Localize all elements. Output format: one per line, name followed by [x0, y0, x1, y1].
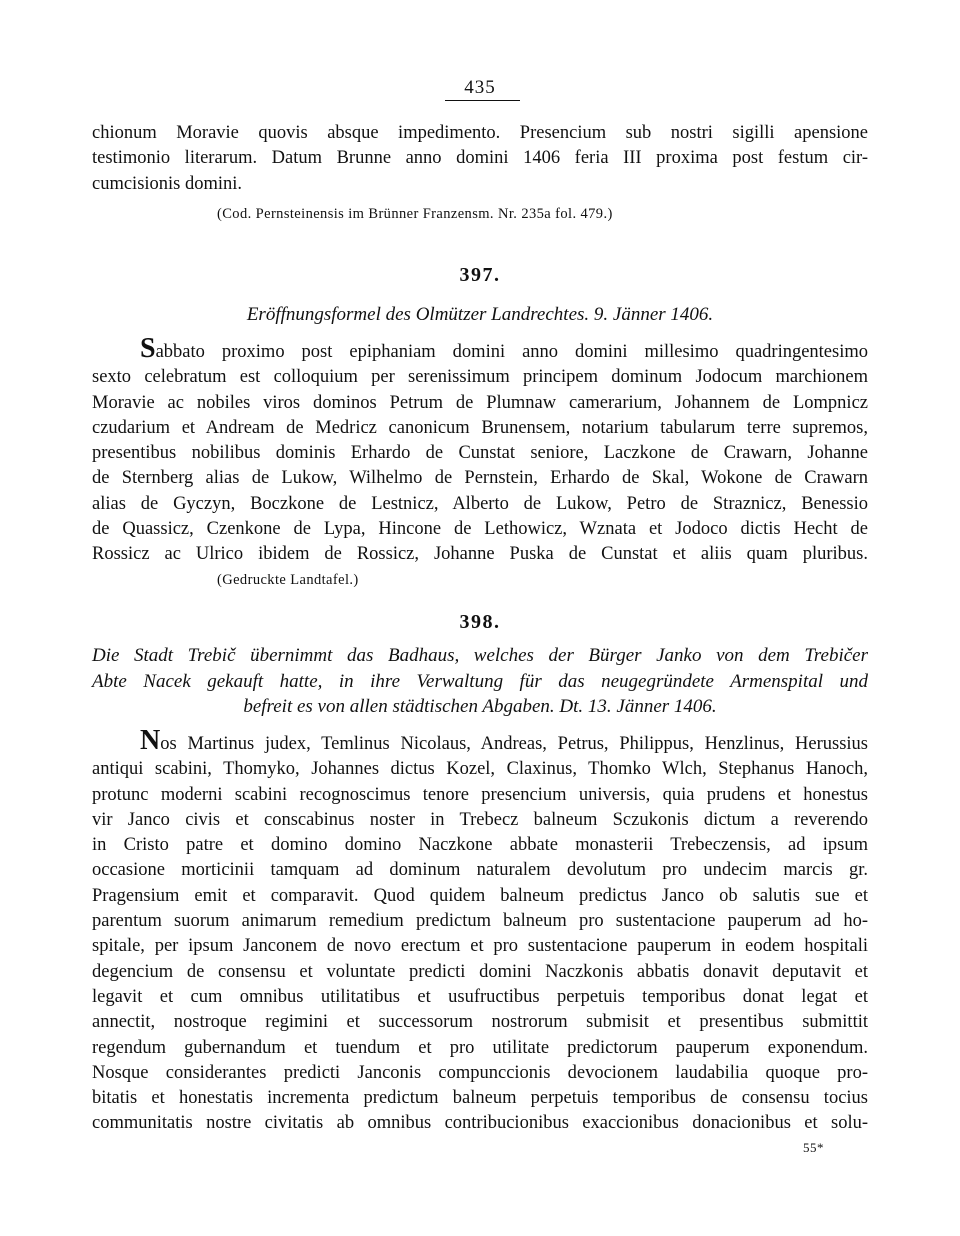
- doc-397-number: 397.: [459, 264, 501, 286]
- doc-397-source-note: (Gedruckte Landtafel.): [217, 572, 359, 588]
- doc-398-number: 398.: [459, 611, 501, 633]
- page-number: 435: [464, 77, 496, 98]
- text-line: testimonio literarum. Datum Brunne anno domini 1406 feria III proxima post festum cir-: [92, 148, 868, 169]
- doc-398-title-line: Die Stadt Trebič übernimmt das Badhaus, welches der Bürger Janko von dem Trebičer: [92, 645, 868, 666]
- text-line: sexto celebratum est colloquium per serenissimum principem dominum Jodocum marchionem: [92, 367, 868, 388]
- text-line: Rossicz ac Ulrico ibidem de Rossicz, Johanne Puska de Cunstat et aliis quam pluribus.: [92, 544, 868, 565]
- text-line: cumcisionis domini.: [92, 173, 243, 194]
- text-line: in Cristo patre et domino domino Naczkone abbate monasterii Trebeczensis, ad ipsum: [92, 835, 868, 856]
- text-line: Moravie ac nobiles viros dominos Petrum de Plumnaw camerarium, Johannem de Lompnicz: [92, 392, 868, 413]
- doc-397-title-line: Eröffnungsformel des Olmützer Landrechtes. 9. Jänner 1406.: [246, 304, 714, 325]
- intro-source-note: (Cod. Pernsteinensis im Brünner Franzensm. Nr. 235a fol. 479.): [217, 206, 613, 222]
- text-line-first: [92, 333, 868, 365]
- text-line: parentum suorum animarum remedium predictum balneum pro sustentacione pauperum ad ho-: [92, 911, 868, 932]
- doc-398-title-line: Abte Nacek gekauft hatte, in ihre Verwaltung für das neugegründete Armenspital und: [92, 670, 868, 692]
- text-line: de Quassicz, Czenkone de Lypa, Hincone de Lethowicz, Wznata et Jodoco dictis Hecht de: [92, 519, 868, 540]
- text-line: chionum Moravie quovis absque impedimento. Presencium sub nostri sigilli apensione: [92, 123, 868, 143]
- drop-initial: S: [140, 333, 156, 364]
- doc-398-title-line: befreit es von allen städtischen Abgaben. Dt. 13. Jänner 1406.: [243, 696, 717, 717]
- text-line: presentibus nobilibus dominis Erhardo de Cunstat seniore, Laczkone de Crawarn, Johanne: [92, 443, 868, 464]
- text-line: Nosque considerantes predicti Janconis compunccionis devocionem laudabilia quoque pro-: [92, 1062, 868, 1083]
- signature-mark: 55*: [803, 1140, 824, 1155]
- text-line-rest: abbato proximo post epiphaniam domini anno domini millesimo quadringentesimo: [155, 342, 868, 362]
- text-line: spitale, per ipsum Janconem de novo erectum et pro sustentacione pauperum in eodem hospitali: [92, 936, 868, 957]
- text-line: Pragensium emit et comparavit. Quod quidem balneum predictus Janco ob salutis sue et: [92, 885, 868, 906]
- text-line: antiqui scabini, Thomyko, Johannes dictus Kozel, Claxinus, Thomko Wlch, Stephanus Hanoch,: [92, 759, 868, 780]
- drop-initial: N: [140, 725, 161, 756]
- text-line: occasione morticinii tamquam ad dominum naturalem devolutum pro undecim marcis gr.: [92, 860, 868, 881]
- text-line: communitatis nostre civitatis ab omnibus contribucionibus exaccionibus donacionibus et solu-: [92, 1113, 868, 1134]
- text-line: czudarium et Andream de Medricz canonicum Brunensem, notarium tabularum terre supremos,: [92, 417, 868, 438]
- intro-paragraph: [92, 121, 868, 197]
- doc-398-title: [92, 643, 868, 720]
- text-line-rest: os Martinus judex, Temlinus Nicolaus, Andreas, Petrus, Philippus, Henzlinus, Herussius: [160, 734, 868, 754]
- text-line: vir Janco civis et conscabinus noster in Trebecz balneum Sczukonis dictum a reverendo: [92, 809, 868, 830]
- text-line-first: [92, 725, 868, 757]
- doc-397-title: [92, 302, 868, 328]
- page-number-rule: [445, 100, 520, 101]
- doc-398-body: [92, 725, 868, 1137]
- text-line: legavit et cum omnibus utilitatibus et usufructibus perpetuis temporibus donat legat et: [92, 986, 868, 1007]
- text-line: de Sternberg alias de Lukow, Wilhelmo de Pernstein, Erhardo de Skal, Wokone de Crawarn: [92, 468, 868, 489]
- text-line: bitatis et honestatis incrementa predictum balneum perpetuis temporibus de consensu tocius: [92, 1088, 868, 1109]
- text-line: protunc moderni scabini recognoscimus tenore presencium universis, quia prudens et honestus: [92, 784, 868, 805]
- text-line: regendum gubernandum et tuendum et pro utilitate predictorum pauperum exponendum.: [92, 1037, 868, 1058]
- doc-397-body: [92, 333, 868, 568]
- text-line: degencium de consensu et voluntate predicti domini Naczkonis abbatis donavit deputavit et: [92, 961, 868, 982]
- text-line: annectit, nostroque regimini et successorum nostrorum submisit et presentibus submittit: [92, 1012, 868, 1033]
- text-line: alias de Gyczyn, Boczkone de Lestnicz, Alberto de Lukow, Petro de Straznicz, Benessio: [92, 493, 868, 514]
